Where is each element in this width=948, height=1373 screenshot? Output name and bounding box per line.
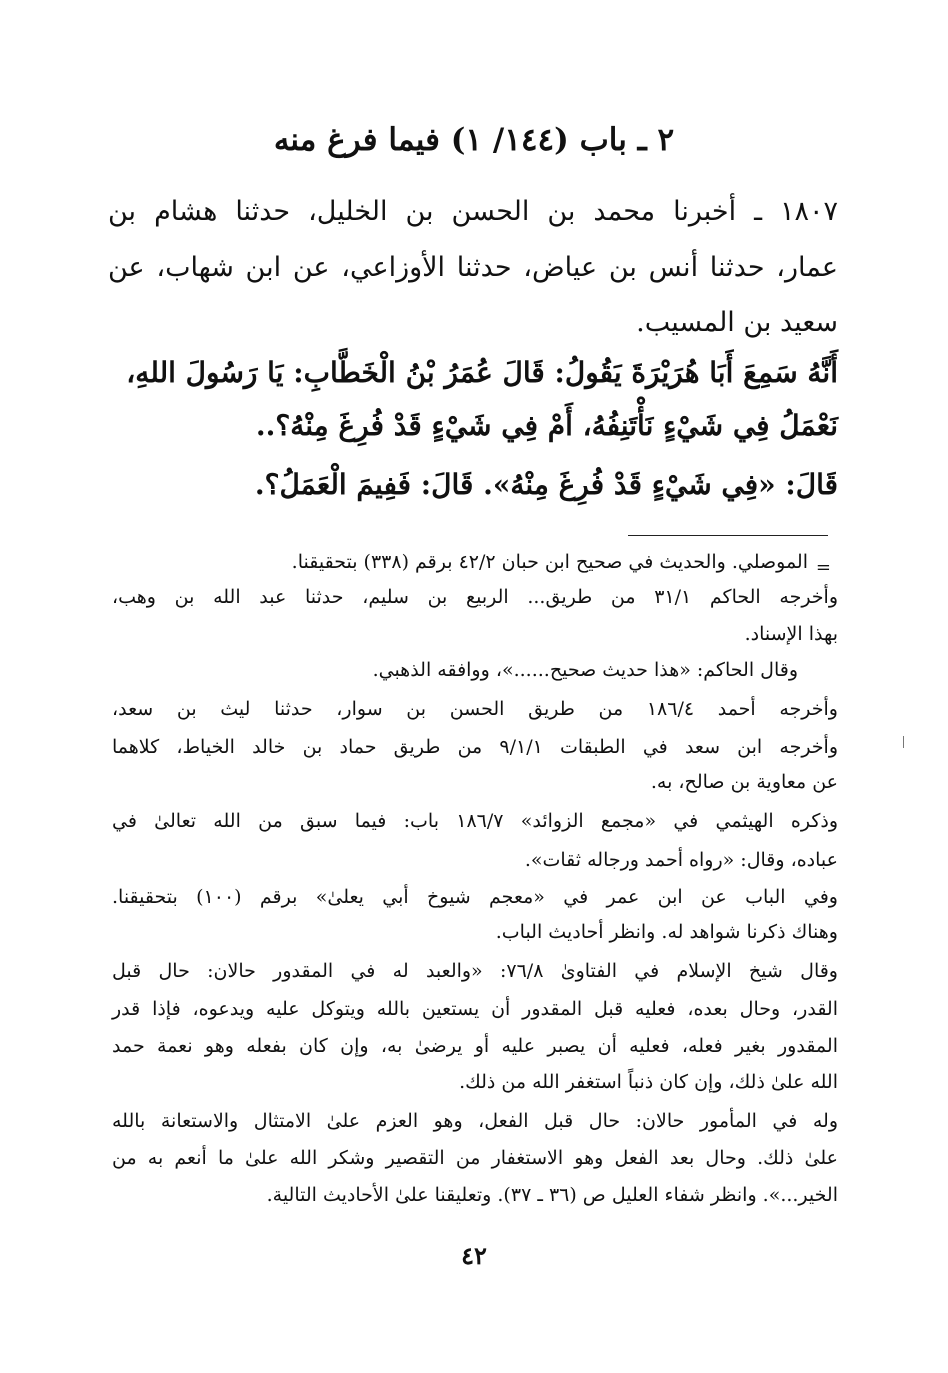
footnote-line-10: وفي الباب عن ابن عمر في «معجم شيوخ أبي يعلىٰ» برقم (١٠٠) بتحقيقنا. xyxy=(112,886,838,908)
page-number: ٤٢ xyxy=(461,1241,487,1270)
hadith-isnad-line-1: ١٨٠٧ ـ أخبرنا محمد بن الحسن بن الخليل، حدثنا هشام بن xyxy=(108,196,838,227)
footnote-line-4: وقال الحاكم: «هذا حديث صحيح......»، ووافقه الذهبي. xyxy=(372,659,798,681)
hadith-isnad-line-2: عمار، حدثنا أنس بن عياض، حدثنا الأوزاعي، عن ابن شهاب، عن xyxy=(108,252,838,283)
footnote-line-9: عباده، وقال: «رواه أحمد ورجاله ثقات». xyxy=(524,849,838,871)
hadith-matn-line-2: نَعْمَلُ فِي شَيْءٍ نَأْتَنِفُهُ، أَمْ فِي شَيْءٍ قَدْ فُرِغَ مِنْهُ؟.. xyxy=(255,409,838,442)
footnote-line-1: الموصلي. والحديث في صحيح ابن حبان ٤٢/٢ برقم (٣٣٨) بتحقيقنا. xyxy=(291,551,808,573)
footnote-line-5: وأخرجه أحمد ١٨٦/٤ من طريق الحسن بن سوار، حدثنا ليث بن سعد، xyxy=(112,698,838,720)
margin-mark xyxy=(903,736,904,748)
footnote-line-2: وأخرجه الحاكم ٣١/١ من طريق... الربيع بن سليم، حدثنا عبد الله بن وهب، xyxy=(112,586,838,608)
hadith-matn-line-1: أَنَّهُ سَمِعَ أَبَا هُرَيْرَةَ يَقُولُ: قَالَ عُمَرُ بْنُ الْخَطَّابِ: يَا رَسُولَ اللهِ، xyxy=(126,356,838,389)
hadith-isnad-line-3: سعيد بن المسيب. xyxy=(636,307,838,338)
footnote-line-7: عن معاوية بن صالح، به. xyxy=(650,771,838,793)
footnote-line-6: وأخرجه ابن سعد في الطبقات ٩/١/١ من طريق حماد بن خالد الخياط، كلاهما xyxy=(112,736,838,758)
chapter-heading: ٢ ـ باب (١٤٤/ ١) فيما فرغ منه xyxy=(273,122,675,158)
footnote-line-11: وهناك ذكرنا شواهد له. وانظر أحاديث الباب. xyxy=(495,921,838,943)
footnote-line-17: علىٰ ذلك. وحال بعد الفعل وهو الاستغفار من التقصير وشكر الله علىٰ ما أنعم به من xyxy=(112,1147,838,1169)
footnote-continuation-marker: = xyxy=(815,557,831,578)
footnote-line-3: بهذا الإسناد. xyxy=(744,623,838,645)
footnote-line-13: القدر، وحال بعده، فعليه قبل المقدور أن يستعين بالله ويتوكل عليه ويدعوه، فإذا قدر xyxy=(112,998,838,1020)
footnote-line-16: وله في المأمور حالان: حال قبل الفعل، وهو العزم علىٰ الامتثال والاستعانة بالله xyxy=(112,1110,838,1132)
footnote-line-14: المقدور بغير فعله، فعليه أن يصبر عليه أو يرضىٰ به، وإن كان بفعله وهو نعمة حمد xyxy=(112,1035,838,1057)
footnote-line-8: وذكره الهيثمي في «مجمع الزوائد» ١٨٦/٧ باب: فيما سبق من الله تعالىٰ في xyxy=(112,810,839,832)
hadith-matn-line-3: قَالَ: «فِي شَيْءٍ قَدْ فُرِغَ مِنْهُ». قَالَ: فَفِيمَ الْعَمَلُ؟. xyxy=(254,468,838,501)
footnote-line-12: وقال شيخ الإسلام في الفتاوىٰ ٧٦/٨: «والعبد له في المقدور حالان: حال قبل xyxy=(112,960,838,982)
footnote-separator xyxy=(628,535,828,536)
footnote-line-15: الله علىٰ ذلك، وإن كان ذنباً استغفر الله من ذلك. xyxy=(459,1071,838,1093)
footnote-line-18: الخير...». وانظر شفاء العليل ص (٣٦ ـ ٣٧). وتعليقنا علىٰ الأحاديث التالية. xyxy=(266,1184,838,1206)
